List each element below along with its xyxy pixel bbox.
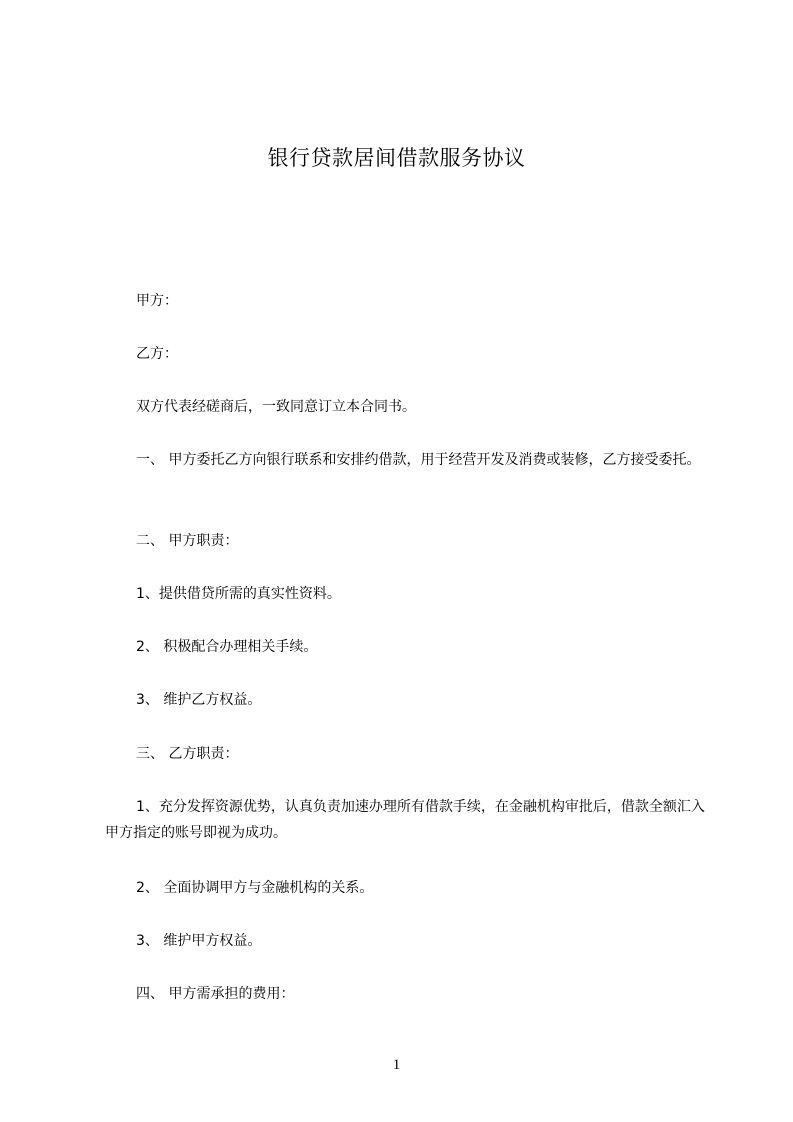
page-number: 1 <box>392 1057 401 1073</box>
intro-paragraph: 双方代表经磋商后，一致同意订立本合同书。 <box>136 399 416 415</box>
section-2-item-1: 1、提供借贷所需的真实性资料。 <box>136 586 341 602</box>
section-3-heading: 三、 乙方职责： <box>136 746 239 762</box>
section-1-paragraph: 一、 甲方委托乙方向银行联系和安排约借款，用于经营开发及消费或装修，乙方接受委托。 <box>136 452 701 468</box>
section-4-heading: 四、 甲方需承担的费用： <box>136 986 295 1002</box>
section-2-item-3: 3、 维护乙方权益。 <box>136 692 262 708</box>
section-2-item-2: 2、 积极配合办理相关手续。 <box>136 639 318 655</box>
document-title: 银行贷款居间借款服务协议 <box>267 146 526 170</box>
section-3-item-3: 3、 维护甲方权益。 <box>136 933 262 949</box>
party-a-line: 甲方： <box>136 293 178 309</box>
section-2-heading: 二、 甲方职责： <box>136 533 239 549</box>
section-3-item-2: 2、 全面协调甲方与金融机构的关系。 <box>136 880 374 896</box>
section-3-item-1: 1、充分发挥资源优势，认真负责加速办理所有借款手续，在金融机构审批后，借款全额汇入甲方指定的账号即视为成功。 <box>105 799 705 841</box>
party-b-line: 乙方： <box>136 346 178 362</box>
